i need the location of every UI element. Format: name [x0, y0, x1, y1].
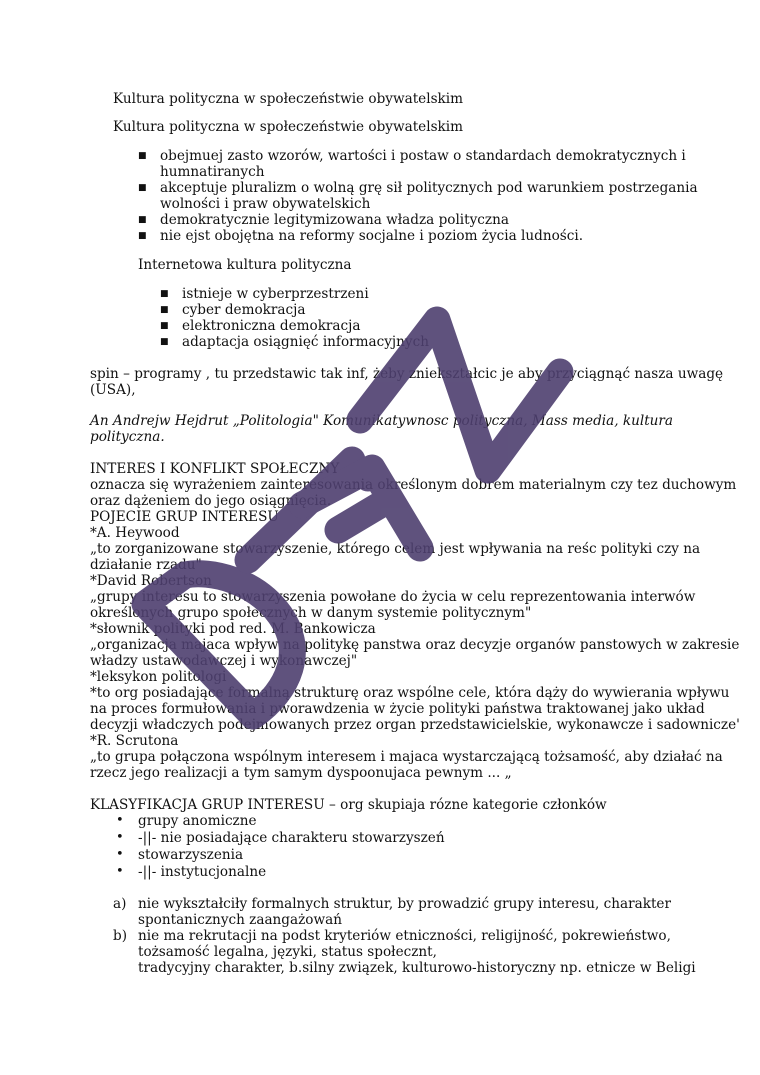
list-item: nie ejst obojętna na reformy socjalne i poziom życia ludności. [160, 228, 584, 244]
list-item-continuation: tożsamość legalna, języki, status społecznt, [138, 944, 437, 960]
bullet-square-icon: ■ [160, 305, 169, 315]
paragraph-line: *R. Scrutona [90, 733, 179, 749]
paragraph-line: *to org posiadające formalną strukturę oraz wspólne cele, która dąży do wywierania wpływu [90, 685, 730, 701]
paragraph-line: „organizacja majaca wpływ na politykę panstwa oraz decyzje organów panstowych w zakresie [90, 637, 740, 653]
list-item-continuation: wolności i praw obywatelskich [160, 196, 371, 212]
section-heading: KLASYFIKACJA GRUP INTERESU – org skupiaja rózne kategorie członków [90, 797, 607, 813]
paragraph-line: *A. Heywood [90, 525, 180, 541]
list-item-continuation: tradycyjny charakter, b.silny związek, kulturowo-historyczny np. etnicze w Beligi [138, 960, 696, 976]
bullet-dot-icon: • [116, 864, 124, 879]
list-item: cyber demokracja [182, 302, 306, 318]
bullet-square-icon: ■ [138, 151, 147, 161]
list-item: stowarzyszenia [138, 847, 244, 863]
bullet-square-icon: ■ [138, 231, 147, 241]
bullet-dot-icon: • [116, 830, 124, 845]
paragraph-line: (USA), [90, 382, 136, 398]
paragraph-line: na proces formułowania i pworawdzenia w życie polityki państwa traktowanej jako układ [90, 701, 705, 717]
doc-heading: Kultura polityczna w społeczeństwie obywatelskim [113, 91, 464, 107]
paragraph-line: oznacza się wyrażeniem zainteresowania określonym dobrem materialnym czy tez duchowym [90, 477, 737, 493]
paragraph-line: „to zorganizowane stowarzyszenie, którego celem jest wpływania na reśc polityki czy na [90, 541, 701, 557]
list-marker: b) [113, 928, 128, 944]
list-item: demokratycznie legitymizowana władza polityczna [160, 212, 509, 228]
bullet-square-icon: ■ [160, 321, 169, 331]
paragraph-line: określonych grupo społecznych w danym systemie politycznym" [90, 605, 532, 621]
paragraph-line: „grupy interesu to stowarzyszenia powołane do życia w celu reprezentowania interwów [90, 589, 696, 605]
bullet-square-icon: ■ [160, 337, 169, 347]
citation-line: An Andrejw Hejdrut „Politologia" Komunikatywnosc polityczna, Mass media, kultura [90, 413, 674, 429]
paragraph-line: decyzji władczych podejmowanych przez organ przedstawicielskie, wykonawcze i sadownicze' [90, 717, 740, 733]
list-item: elektroniczna demokracja [182, 318, 361, 334]
bullet-dot-icon: • [116, 847, 124, 862]
bullet-square-icon: ■ [138, 183, 147, 193]
section-heading: INTERES I KONFLIKT SPOŁECZNY [90, 461, 340, 477]
paragraph-line: *leksykon politologi [90, 669, 227, 685]
paragraph-line: rzecz jego realizacji a tym samym dyspoonujaca pewnym ... „ [90, 765, 512, 781]
section-heading: Kultura polityczna w społeczeństwie obywatelskim [113, 119, 464, 135]
list-item-continuation: spontanicznych zaangażowań [138, 912, 342, 928]
paragraph-line: „to grupa połączona wspólnym interesem i majaca wystarczającą tożsamość, aby działać na [90, 749, 723, 765]
list-item: obejmuej zasto wzorów, wartości i postaw o standardach demokratycznych i [160, 148, 686, 164]
list-item: istnieje w cyberprzestrzeni [182, 286, 369, 302]
list-marker: a) [113, 896, 127, 912]
section-heading: Internetowa kultura polityczna [138, 257, 352, 273]
paragraph-line: spin – programy , tu przedstawic tak inf, żeby zniekształcic je aby przyciągnąć nasza uwagę [90, 366, 724, 382]
bullet-square-icon: ■ [160, 289, 169, 299]
list-item-continuation: humnatiranych [160, 164, 265, 180]
list-item: -||- nie posiadające charakteru stowarzyszeń [138, 830, 445, 846]
bullet-square-icon: ■ [138, 215, 147, 225]
list-item: -||- instytucjonalne [138, 864, 267, 880]
paragraph-line: działanie rzadu" [90, 557, 202, 573]
citation-line: polityczna. [90, 429, 165, 445]
paragraph-line: władzy ustawodawczej i wykonawczej" [90, 653, 358, 669]
paragraph-line: oraz dążeniem do jego osiągnięcia. [90, 493, 332, 509]
list-item: nie wykształciły formalnych struktur, by prowadzić grupy interesu, charakter [138, 896, 671, 912]
paragraph-line: *słownik polityki pod red. M. Bankowicza [90, 621, 376, 637]
bullet-dot-icon: • [116, 813, 124, 828]
list-item: adaptacja osiągnięć informacyjnych [182, 334, 429, 350]
paragraph-line: *David Robertson [90, 573, 212, 589]
list-item: akceptuje pluralizm o wolną grę sił politycznych pod warunkiem postrzegania [160, 180, 698, 196]
section-heading: POJECIE GRUP INTERESU [90, 509, 279, 525]
list-item: nie ma rekrutacji na podst kryteriów etniczności, religijność, pokrewieństwo, [138, 928, 671, 944]
list-item: grupy anomiczne [138, 813, 257, 829]
